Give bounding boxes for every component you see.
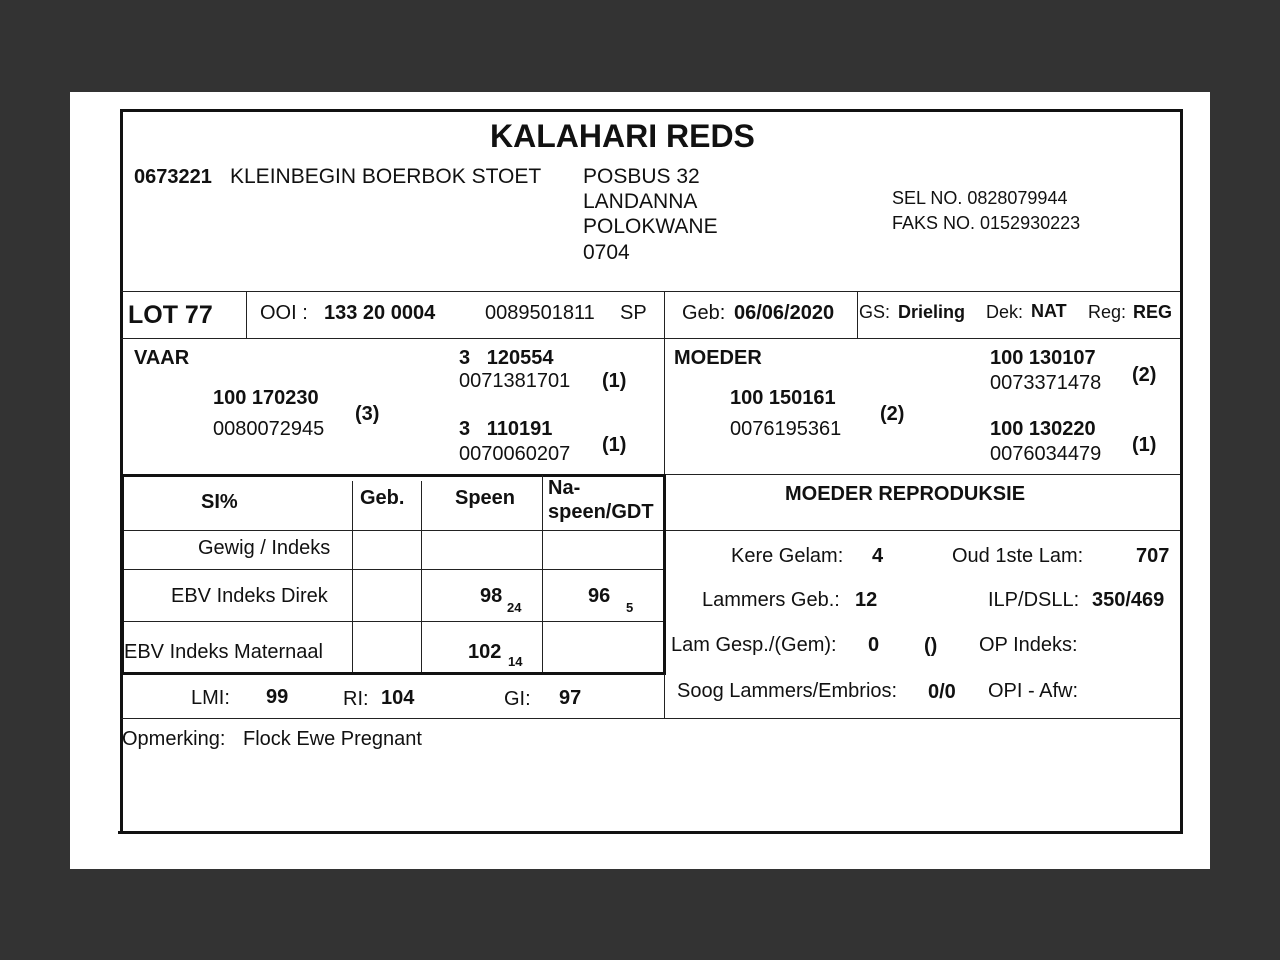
birth-date: 06/06/2020 (734, 302, 835, 324)
kere-label: Kere Gelam: (731, 545, 844, 567)
direk-speen-value: 98 (480, 585, 503, 607)
divider-si-row1 (121, 569, 666, 570)
divider-lot-cell (246, 292, 247, 338)
naspeen-header-line1: Na- (548, 477, 581, 499)
dam-sire-count: (2) (1132, 364, 1157, 386)
sire-sire-reg: 0071381701 (459, 370, 571, 392)
oud-label: Oud 1ste Lam: (952, 545, 1084, 567)
dam-dam-count: (1) (1132, 434, 1157, 456)
naspeen-header-line2: speen/GDT (548, 501, 654, 523)
lam-gesp-paren: () (924, 635, 938, 657)
sire-label: VAAR (134, 347, 190, 369)
divider-si-col3 (542, 475, 543, 672)
dam-dam-id: 100 130220 (990, 418, 1096, 440)
card-title: KALAHARI REDS (490, 118, 755, 154)
direk-naspeen-value: 96 (588, 585, 611, 607)
card-border-left (120, 110, 123, 834)
op-indeks-label: OP Indeks: (979, 634, 1078, 656)
dam-label: MOEDER (674, 347, 762, 369)
lmi-value: 99 (266, 686, 289, 708)
divider-lot-row (121, 338, 1180, 339)
si-header: SI% (201, 491, 238, 513)
fax-number: FAKS NO. 0152930223 (892, 213, 1081, 233)
speen-header: Speen (455, 487, 516, 509)
sp-code: SP (620, 302, 647, 324)
divider-si-right (663, 474, 666, 674)
row-label-gewig: Gewig / Indeks (198, 537, 331, 559)
oud-value: 707 (1136, 545, 1170, 567)
card-border-right (1180, 110, 1183, 834)
divider-si-header (121, 530, 1180, 531)
gi-label: GI: (504, 688, 531, 710)
dam-sire-reg: 0073371478 (990, 372, 1102, 394)
soog-label: Soog Lammers/Embrios: (677, 680, 898, 702)
ri-value: 104 (381, 687, 415, 709)
lot-number: LOT 77 (128, 301, 213, 329)
direk-naspeen-sub: 5 (626, 600, 634, 615)
ri-label: RI: (343, 688, 369, 710)
address-line-3: POLOKWANE (583, 215, 718, 238)
dek-value: NAT (1031, 301, 1067, 321)
sire-dam-count: (1) (602, 434, 627, 456)
dam-count: (2) (880, 403, 905, 425)
divider-si-col2 (421, 481, 422, 672)
lam-gesp-value: 0 (868, 634, 880, 656)
registration-number: 0089501811 (485, 302, 595, 324)
divider-si-bottom (121, 672, 666, 675)
reproduction-title: MOEDER REPRODUKSIE (785, 483, 1026, 505)
card-border-top (120, 109, 1183, 112)
gi-value: 97 (559, 687, 582, 709)
divider-si-col1 (352, 481, 353, 672)
birth-label: Geb: (682, 302, 726, 324)
dam-reg: 0076195361 (730, 418, 842, 440)
reg-label: Reg: (1088, 302, 1127, 322)
divider-si-row2 (121, 621, 666, 622)
address-line-4: 0704 (583, 241, 630, 264)
kere-value: 4 (872, 545, 884, 567)
card-border-bottom (118, 831, 1183, 834)
lam-gesp-label: Lam Gesp./(Gem): (671, 634, 837, 656)
sire-sire-count: (1) (602, 370, 627, 392)
ooi-value: 133 20 0004 (324, 302, 436, 324)
divider-header (121, 291, 1180, 292)
divider-indices (121, 718, 1180, 719)
soog-value: 0/0 (928, 681, 956, 703)
catalog-card-paper (70, 92, 1210, 869)
maternaal-speen-value: 102 (468, 641, 502, 663)
cell-number: SEL NO. 0828079944 (892, 188, 1068, 208)
maternaal-speen-sub: 14 (508, 654, 523, 669)
breeder-name: KLEINBEGIN BOERBOK STOET (230, 165, 542, 188)
row-label-maternaal: EBV Indeks Maternaal (124, 641, 323, 663)
reg-value: REG (1133, 302, 1173, 322)
lammers-value: 12 (855, 589, 878, 611)
sire-id: 100 170230 (213, 387, 319, 409)
sire-dam-reg: 0070060207 (459, 443, 571, 465)
dam-sire-id: 100 130107 (990, 347, 1096, 369)
sire-sire-id: 3 120554 (459, 347, 554, 369)
dek-label: Dek: (986, 302, 1024, 322)
gs-value: Drieling (898, 302, 966, 322)
breeder-number: 0673221 (134, 166, 212, 188)
address-line-2: LANDANNA (583, 190, 698, 213)
sire-reg: 0080072945 (213, 418, 325, 440)
dam-dam-reg: 0076034479 (990, 443, 1102, 465)
remark-label: Opmerking: (122, 728, 226, 750)
geb-header: Geb. (360, 487, 405, 509)
gs-label: GS: (859, 302, 891, 322)
sire-count: (3) (355, 403, 380, 425)
divider-gs-cell (857, 292, 858, 338)
remark-value: Flock Ewe Pregnant (243, 728, 422, 750)
lmi-label: LMI: (191, 687, 230, 709)
direk-speen-sub: 24 (507, 600, 522, 615)
ilp-label: ILP/DSLL: (988, 589, 1080, 611)
ilp-value: 350/469 (1092, 589, 1165, 611)
ooi-label: OOI : (260, 302, 308, 324)
address-line-1: POSBUS 32 (583, 165, 700, 188)
dam-id: 100 150161 (730, 387, 836, 409)
lammers-label: Lammers Geb.: (702, 589, 840, 611)
row-label-direk: EBV Indeks Direk (171, 585, 328, 607)
divider-si-top (121, 474, 666, 477)
opi-label: OPI - Afw: (988, 680, 1079, 702)
sire-dam-id: 3 110191 (459, 418, 553, 440)
